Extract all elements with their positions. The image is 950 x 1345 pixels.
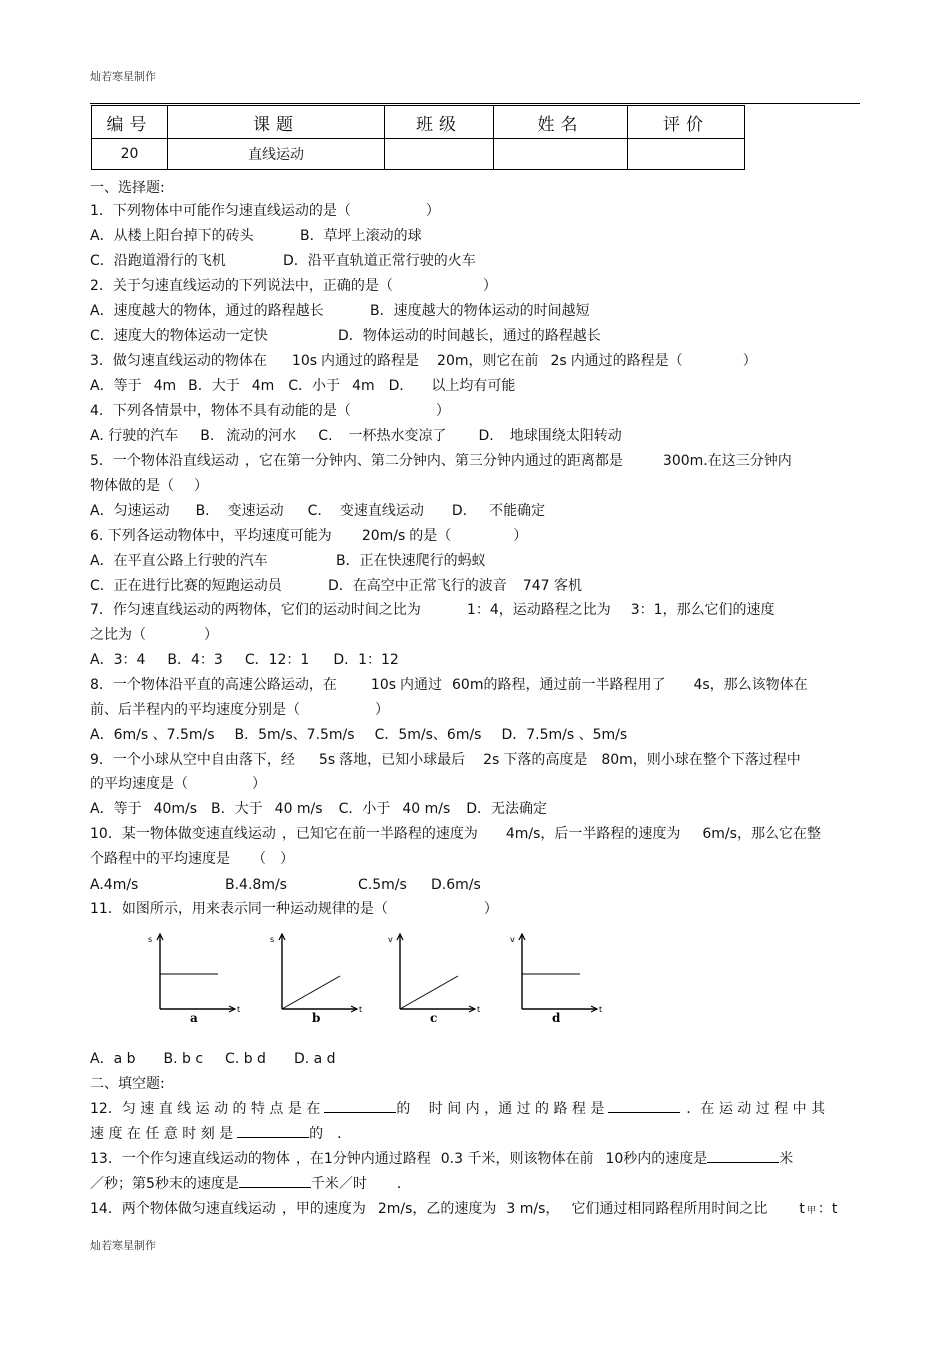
- info-table-row: [92, 139, 745, 170]
- info-table-header-row: [92, 106, 745, 139]
- q9-option-a[interactable]: A．等于 40m/s: [90, 801, 198, 817]
- graph-line: [282, 976, 340, 1009]
- q13-blank-1[interactable]: [707, 1150, 779, 1163]
- q5-option-b[interactable]: B. 变速运动: [195, 503, 284, 519]
- q3-option-b[interactable]: B．大于 4m: [188, 378, 275, 394]
- q12-blank-3[interactable]: [237, 1125, 309, 1138]
- q2-options-ab: [90, 302, 590, 320]
- q5-option-c[interactable]: C. 变速直线运动: [307, 503, 424, 519]
- q8-option-a[interactable]: A．6m/s 、7.5m/s: [90, 727, 215, 743]
- q6-options-ab: [90, 552, 486, 570]
- q8-option-b[interactable]: B．5m/s、7.5m/s: [234, 727, 355, 743]
- graph-caption: b: [312, 1011, 321, 1024]
- q2-stem: 2．关于匀速直线运动的下列说法中，正确的是（ ）: [90, 278, 497, 294]
- q6-option-a[interactable]: A．在平直公路上行驶的汽车: [90, 553, 268, 569]
- cell-class[interactable]: [385, 139, 494, 170]
- q4-option-c[interactable]: C. 一杯热水变凉了: [318, 428, 447, 444]
- q8-stem: 8．一个物体沿平直的高速公路运动，在 10s 内通过 60m的路程，通过前一半路程用了 4s，那么该物体在: [90, 677, 808, 693]
- q6-option-c[interactable]: C．正在进行比赛的短跑运动员: [90, 578, 282, 594]
- q6-option-b[interactable]: B．正在快速爬行的蚂蚁: [336, 553, 486, 569]
- cell-number: 20: [92, 139, 168, 170]
- q13-line2: ／秒；第5秒末的速度是 千米／时 ．: [90, 1176, 411, 1192]
- graph-caption: a: [190, 1011, 198, 1024]
- graph-caption: c: [430, 1011, 438, 1024]
- graph-y-label: s: [148, 935, 153, 944]
- q10-option-b[interactable]: B.4.8m/s: [225, 877, 287, 893]
- q10-option-a[interactable]: A.4m/s: [90, 877, 139, 893]
- q9-option-b[interactable]: B．大于 40 m/s: [211, 801, 323, 817]
- q1-option-a[interactable]: A．从楼上阳台掉下的砖头: [90, 228, 254, 244]
- q13-blank-2[interactable]: [239, 1175, 311, 1188]
- q10-option-d[interactable]: D.6m/s: [431, 877, 481, 893]
- header-rule: [90, 103, 860, 104]
- q7-option-d[interactable]: D．1：12: [333, 652, 399, 668]
- cell-name[interactable]: [494, 139, 628, 170]
- q6-stem: 6. 下列各运动物体中，平均速度可能为 20m/s 的是（ ）: [90, 528, 528, 544]
- q9-option-c[interactable]: C．小于 40 m/s: [338, 801, 451, 817]
- graph-line: [400, 976, 458, 1009]
- q11-graphs: [140, 924, 620, 1034]
- q5-option-d[interactable]: D. 不能确定: [451, 503, 546, 519]
- q2-option-c[interactable]: C．速度大的物体运动一定快: [90, 328, 268, 344]
- q4-option-b[interactable]: B. 流动的河水: [200, 428, 297, 444]
- q5-options: [90, 502, 545, 520]
- q9-stem: 9．一个小球从空中自由落下，经 5s 落地，已知小球最后 2s 下落的高度是 80m，则小球在整个下落过程中: [90, 752, 801, 768]
- col-rating: 评价: [628, 106, 745, 139]
- graph-x-label: t: [599, 1005, 603, 1014]
- graph-b: [262, 924, 372, 1024]
- q4-option-a[interactable]: A. 行驶的汽车: [90, 428, 179, 444]
- q1-stem: 1．下列物体中可能作匀速直线运动的是（ ）: [90, 203, 440, 219]
- graph-caption: d: [552, 1011, 561, 1024]
- q8-option-c[interactable]: C．5m/s、6m/s: [374, 727, 482, 743]
- q8-option-d[interactable]: D．7.5m/s 、5m/s: [501, 727, 628, 743]
- q11-option-c[interactable]: C. b d: [225, 1051, 266, 1067]
- q12-line2: 速 度 在 任 意 时 刻 是 的 ．: [90, 1126, 352, 1142]
- q4-options: [90, 427, 622, 445]
- q3-options: [90, 377, 515, 395]
- q2-options-cd: [90, 327, 601, 345]
- q6-options-cd: [90, 577, 582, 595]
- cell-topic: 直线运动: [168, 139, 385, 170]
- q12-blank-2[interactable]: [608, 1100, 680, 1113]
- q2-option-a[interactable]: A．速度越大的物体，通过的路程越长: [90, 303, 324, 319]
- q11-option-b[interactable]: B. b c: [163, 1051, 204, 1067]
- q11-option-a[interactable]: A．a b: [90, 1051, 136, 1067]
- q5-stem: 5．一个物体沿直线运动 ，它在第一分钟内、第二分钟内、第三分钟内通过的距离都是 300m.在这三分钟内: [90, 453, 792, 469]
- q13-line1: 13．一个作匀速直线运动的物体 ，在1分钟内通过路程 0.3 千米，则该物体在前 10秒内的速度是 米: [90, 1151, 794, 1167]
- q10-stem: 10．某一物体做变速直线运动 ，已知它在前一半路程的速度为 4m/s，后一半路程的速度为 6m/s，那么它在整: [90, 826, 821, 842]
- q7-options: [90, 651, 399, 669]
- q10-stem-line2: 个路程中的平均速度是 （ ）: [90, 851, 294, 867]
- q10-option-c[interactable]: C.5m/s: [358, 877, 407, 893]
- q11-option-d[interactable]: D. a d: [293, 1051, 336, 1067]
- q8-options: [90, 726, 627, 744]
- q7-stem-line2: 之比为（ ）: [90, 627, 218, 643]
- col-topic: 课题: [168, 106, 385, 139]
- footer-note: 灿若寒星制作: [90, 1239, 156, 1252]
- graph-d: [502, 924, 612, 1024]
- graph-y-label: v: [510, 935, 515, 944]
- graph-x-label: t: [359, 1005, 363, 1014]
- q3-option-d[interactable]: D． 以上均有可能: [388, 378, 516, 394]
- col-class: 班级: [385, 106, 494, 139]
- cell-rating[interactable]: [628, 139, 745, 170]
- graph-x-label: t: [477, 1005, 481, 1014]
- graph-y-label: v: [388, 935, 393, 944]
- q12-line1: 12．匀 速 直 线 运 动 的 特 点 是 在 的 时 间 内 ，通 过 的 路 程 是 ．在 运 动 过 程 中 其: [90, 1101, 826, 1117]
- q5-stem-line2: 物体做的是（ ）: [90, 478, 208, 494]
- q3-stem: 3．做匀速直线运动的物体在 10s 内通过的路程是 20m，则它在前 2s 内通过的路程是（ ）: [90, 353, 757, 369]
- graph-c: [380, 924, 490, 1024]
- col-name: 姓名: [494, 106, 628, 139]
- q10-options: [90, 876, 481, 894]
- q11-stem: 11．如图所示，用来表示同一种运动规律的是（ ）: [90, 901, 498, 917]
- q1-options-cd: [90, 252, 476, 270]
- q7-option-a[interactable]: A．3：4: [90, 652, 146, 668]
- q8-stem-line2: 前、后半程内的平均速度分别是（ ）: [90, 702, 389, 718]
- q7-option-b[interactable]: B．4：3: [167, 652, 223, 668]
- col-number: 编号: [92, 106, 168, 139]
- q9-option-d[interactable]: D．无法确定: [466, 801, 548, 817]
- section-choice-title: 一、选择题:: [90, 180, 165, 196]
- section-fill-title: 二、填空题:: [90, 1076, 165, 1092]
- q11-options: [90, 1050, 336, 1068]
- q12-blank-1[interactable]: [324, 1100, 396, 1113]
- q6-option-d[interactable]: D．在高空中正常飞行的波音 747 客机: [328, 578, 582, 594]
- header-note: 灿若寒星制作: [90, 70, 156, 83]
- q1-option-b[interactable]: B．草坪上滚动的球: [300, 228, 422, 244]
- q14-line1: 14．两个物体做匀速直线运动 ，甲的速度为 2m/s，乙的速度为 3 m/s， 它们通过相同路程所用时间之比 t 甲 ：t: [90, 1201, 838, 1217]
- q3-option-c[interactable]: C．小于 4m: [288, 378, 375, 394]
- q3-option-a[interactable]: A．等于 4m: [90, 378, 177, 394]
- q9-stem-line2: 的平均速度是（ ）: [90, 776, 266, 792]
- q1-option-c[interactable]: C．沿跑道滑行的飞机: [90, 253, 226, 269]
- q2-option-b[interactable]: B．速度越大的物体运动的时间越短: [370, 303, 590, 319]
- q7-stem: 7．作匀速直线运动的两物体，它们的运动时间之比为 1：4，运动路程之比为 3：1，那么它们的速度: [90, 602, 775, 618]
- q4-option-d[interactable]: D. 地球围绕太阳转动: [478, 428, 622, 444]
- info-table: [91, 105, 745, 170]
- q1-options-ab: [90, 227, 422, 245]
- q9-options: [90, 800, 547, 818]
- q7-option-c[interactable]: C．12：1: [244, 652, 310, 668]
- q4-stem: 4．下列各情景中，物体不具有动能的是（ ）: [90, 403, 450, 419]
- q1-option-d[interactable]: D．沿平直轨道正常行驶的火车: [283, 253, 476, 269]
- graph-a: [140, 924, 250, 1024]
- graph-x-label: t: [237, 1005, 241, 1014]
- graph-y-label: s: [270, 935, 275, 944]
- q5-option-a[interactable]: A．匀速运动: [90, 503, 170, 519]
- q2-option-d[interactable]: D．物体运动的时间越长，通过的路程越长: [338, 328, 601, 344]
